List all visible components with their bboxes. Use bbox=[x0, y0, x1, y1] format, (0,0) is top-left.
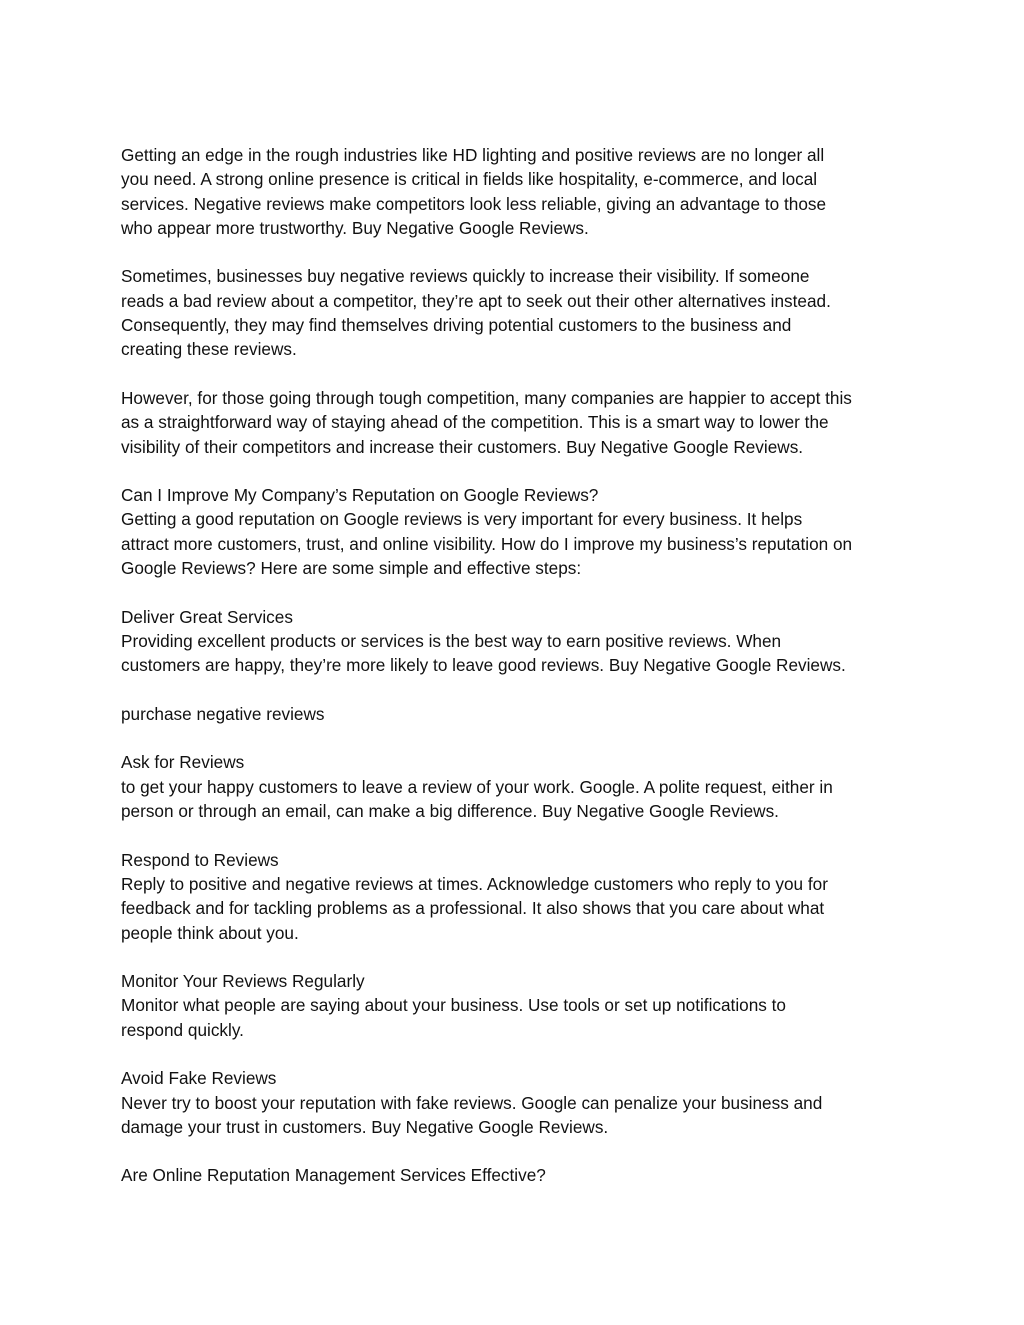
section-heading: Monitor Your Reviews Regularly bbox=[121, 971, 365, 992]
paragraph-line: visibility of their competitors and increase their customers. Buy Negative Google Reviews. bbox=[121, 436, 804, 457]
paragraph-line: Sometimes, businesses buy negative reviews quickly to increase their visibility. If someone bbox=[121, 266, 810, 287]
paragraph-line: feedback and for tackling problems as a professional. It also shows that you care about what bbox=[121, 898, 825, 919]
paragraph-line: Monitor what people are saying about your business. Use tools or set up notifications to bbox=[121, 995, 786, 1016]
section-reputation-management bbox=[121, 1163, 921, 1187]
section-monitor-reviews bbox=[121, 969, 921, 1042]
paragraph-line: Google Reviews? Here are some simple and effective steps: bbox=[121, 558, 582, 579]
section-avoid-fake-reviews bbox=[121, 1066, 921, 1139]
section-heading: Ask for Reviews bbox=[121, 752, 245, 773]
section-heading: Avoid Fake Reviews bbox=[121, 1068, 277, 1089]
paragraph-purchase-negative-reviews bbox=[121, 702, 921, 726]
paragraph-line: person or through an email, can make a big difference. Buy Negative Google Reviews. bbox=[121, 801, 779, 822]
paragraph-line: reads a bad review about a competitor, they’re apt to seek out their other alternatives instead. bbox=[121, 290, 831, 311]
paragraph-line: customers are happy, they’re more likely to leave good reviews. Buy Negative Google Reviews. bbox=[121, 655, 846, 676]
section-heading: Are Online Reputation Management Services Effective? bbox=[121, 1165, 546, 1186]
paragraph-line: people think about you. bbox=[121, 922, 299, 943]
section-ask-for-reviews bbox=[121, 750, 921, 823]
document-body bbox=[121, 143, 921, 1212]
paragraph-line: as a straightforward way of staying ahead of the competition. This is a smart way to lower the bbox=[121, 412, 829, 433]
paragraph-line: respond quickly. bbox=[121, 1019, 244, 1040]
paragraph-line: Reply to positive and negative reviews at times. Acknowledge customers who reply to you for bbox=[121, 873, 828, 894]
paragraph-visibility bbox=[121, 264, 921, 361]
paragraph-line: Consequently, they may find themselves driving potential customers to the business and bbox=[121, 315, 792, 336]
section-heading: Can I Improve My Company’s Reputation on Google Reviews? bbox=[121, 485, 599, 506]
section-heading: Respond to Reviews bbox=[121, 849, 279, 870]
section-improve-reputation bbox=[121, 483, 921, 580]
section-deliver-great-services bbox=[121, 605, 921, 678]
paragraph-line: Never try to boost your reputation with fake reviews. Google can penalize your business and bbox=[121, 1092, 823, 1113]
paragraph-intro bbox=[121, 143, 921, 240]
section-respond-to-reviews bbox=[121, 848, 921, 945]
paragraph-line: Getting a good reputation on Google reviews is very important for every business. It helps bbox=[121, 509, 803, 530]
paragraph-line: Getting an edge in the rough industries like HD lighting and positive reviews are no longer all bbox=[121, 145, 825, 165]
paragraph-line: services. Negative reviews make competitors look less reliable, giving an advantage to those bbox=[121, 193, 827, 214]
paragraph-competition bbox=[121, 386, 921, 459]
paragraph-line: to get your happy customers to leave a review of your work. Google. A polite request, either in bbox=[121, 776, 833, 797]
paragraph-line: Providing excellent products or services is the best way to earn positive reviews. When bbox=[121, 630, 782, 651]
paragraph-line: However, for those going through tough competition, many companies are happier to accept this bbox=[121, 387, 852, 408]
paragraph-line: you need. A strong online presence is critical in fields like hospitality, e-commerce, and local bbox=[121, 169, 818, 190]
paragraph-line: creating these reviews. bbox=[121, 339, 297, 360]
paragraph-line: attract more customers, trust, and online visibility. How do I improve my business’s reputation on bbox=[121, 533, 853, 554]
section-heading: Deliver Great Services bbox=[121, 606, 293, 627]
paragraph-line: purchase negative reviews bbox=[121, 703, 325, 724]
paragraph-line: who appear more trustworthy. Buy Negative Google Reviews. bbox=[121, 217, 589, 238]
paragraph-line: damage your trust in customers. Buy Negative Google Reviews. bbox=[121, 1116, 609, 1137]
